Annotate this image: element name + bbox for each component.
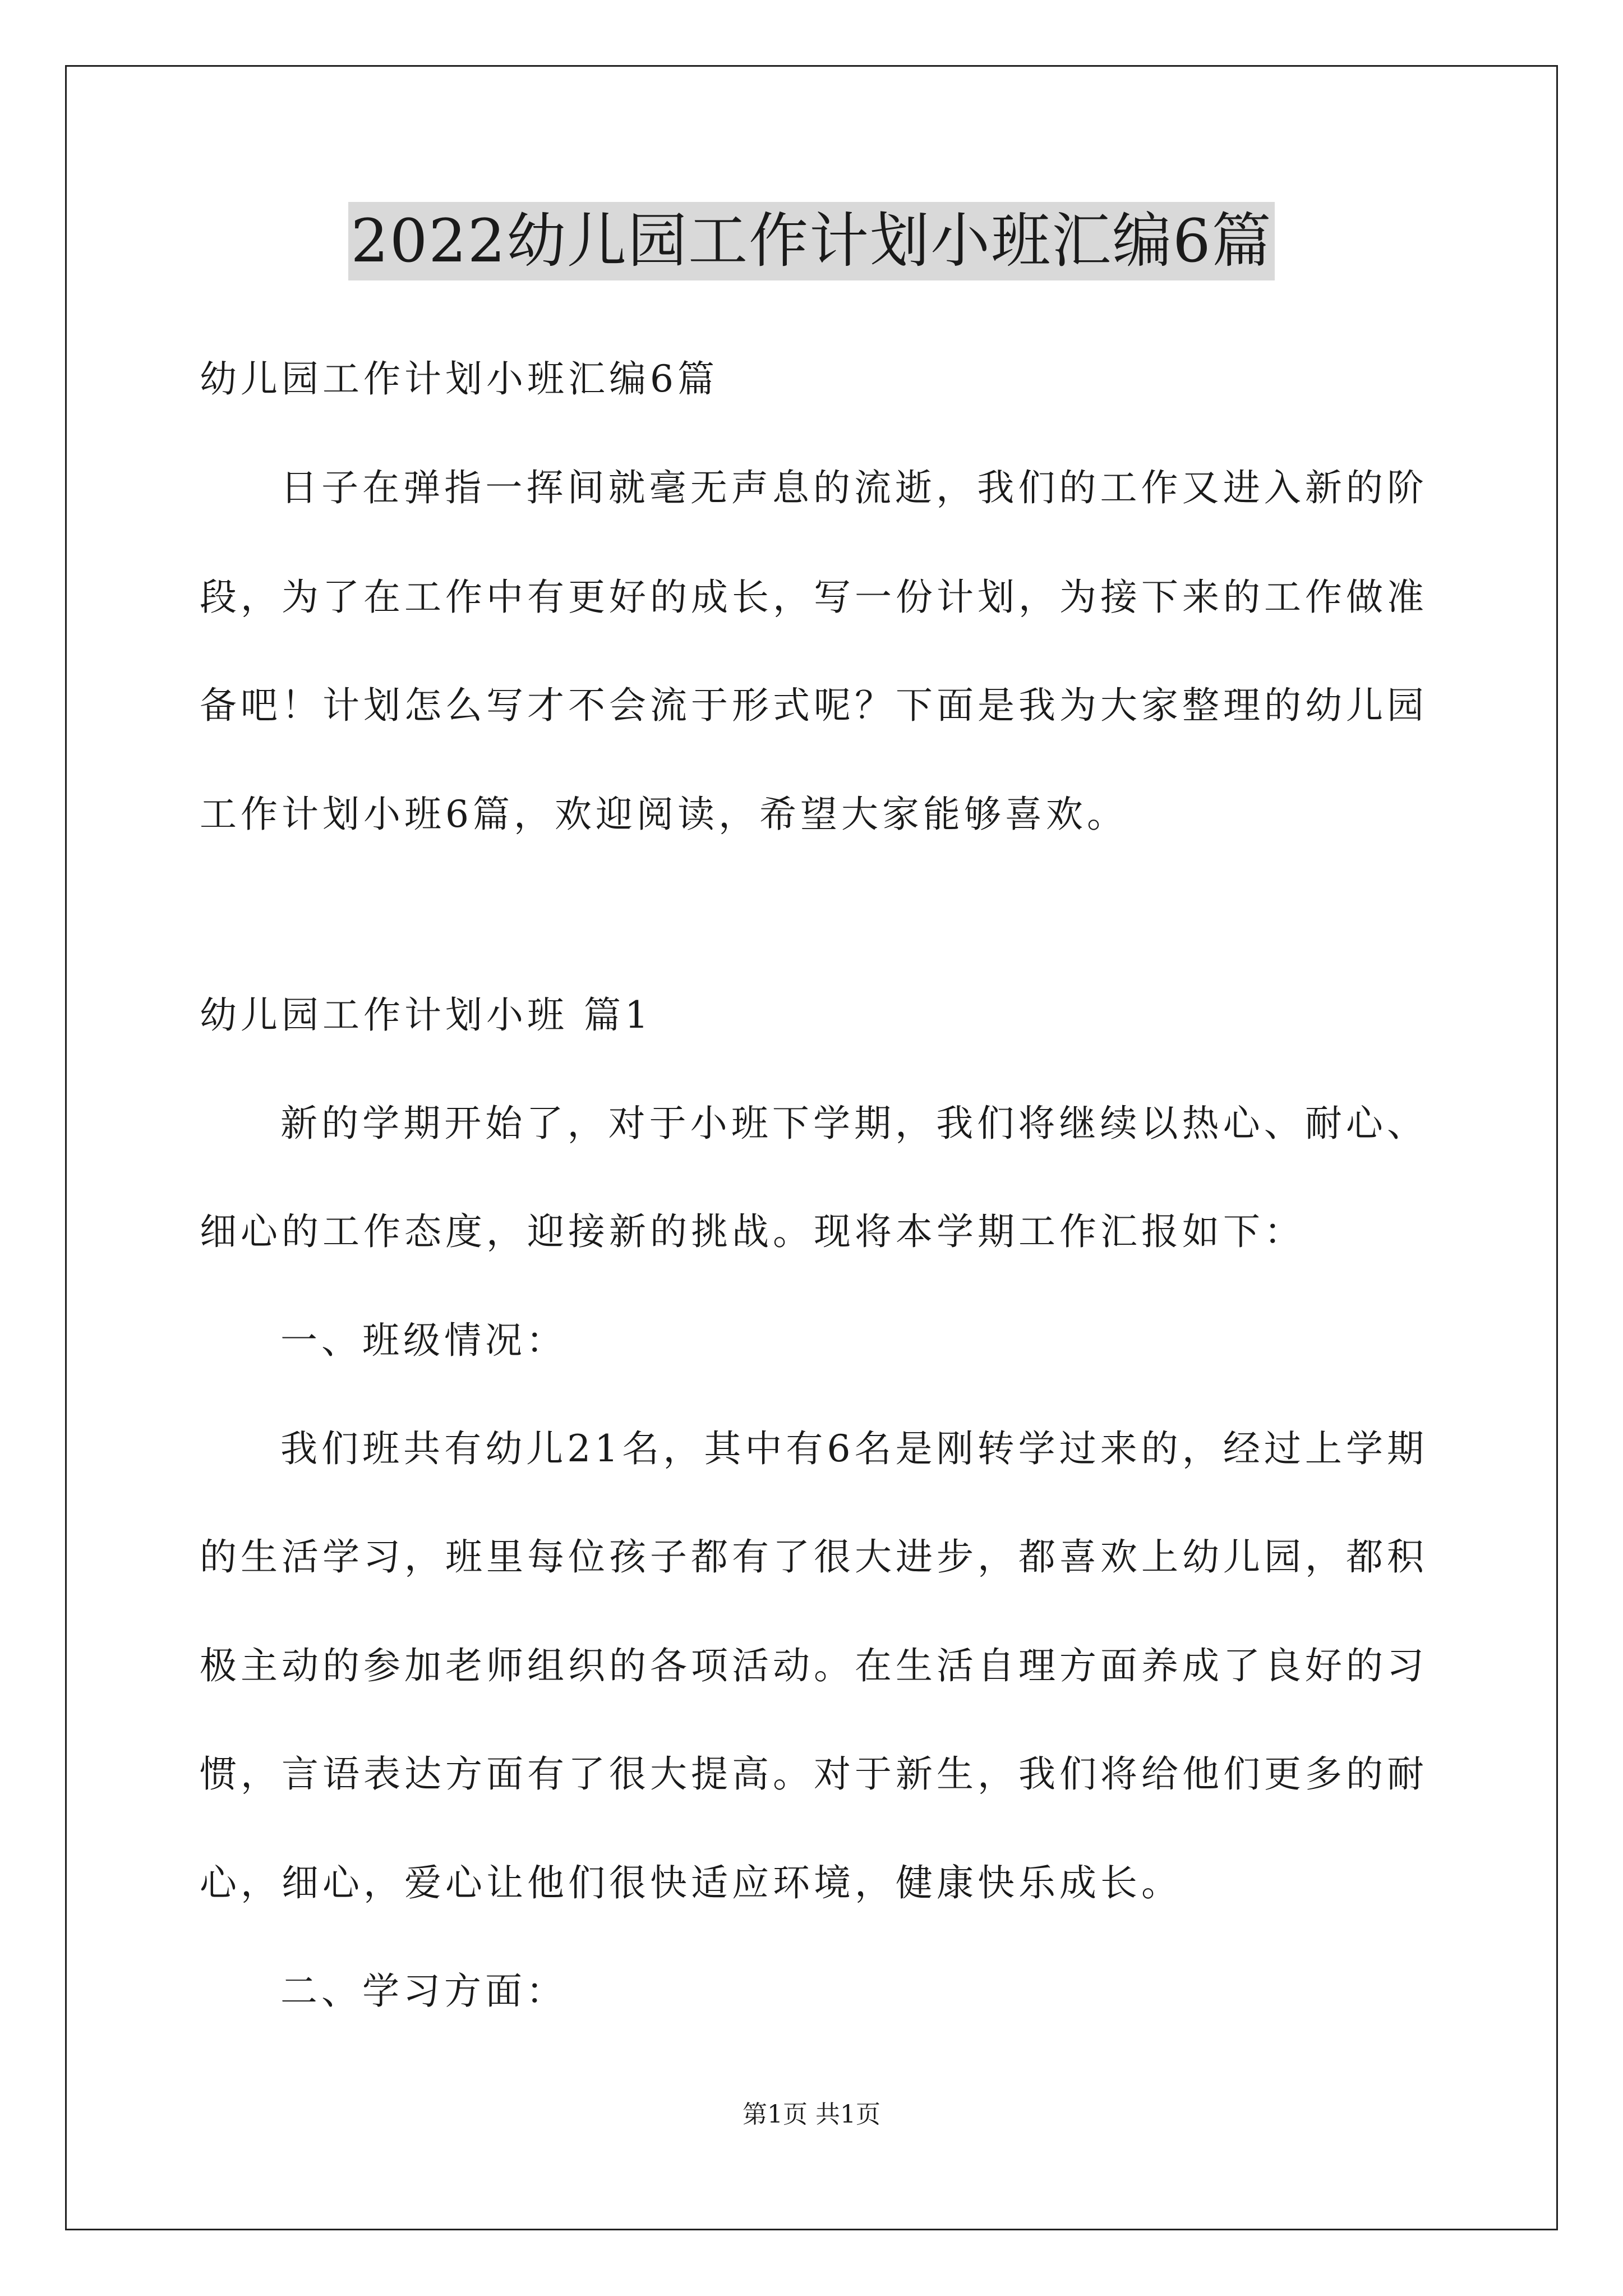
section-para-line-1: 新的学期开始了，对于小班下学期，我们将继续以热心、耐心、	[280, 1102, 1428, 1145]
intro-line-3: 备吧！计划怎么写才不会流于形式呢？下面是我为大家整理的幼儿园	[200, 684, 1428, 727]
item1-line-5: 心，细心，爱心让他们很快适应环境，健康快乐成长。	[200, 1861, 1182, 1904]
item1-heading: 一、班级情况：	[280, 1319, 567, 1362]
section-para-line-2: 细心的工作态度，迎接新的挑战。现将本学期工作汇报如下：	[200, 1210, 1305, 1253]
document-title: 2022幼儿园工作计划小班汇编6篇	[348, 202, 1274, 280]
item1-line-3: 极主动的参加老师组织的各项活动。在生活自理方面养成了良好的习	[200, 1644, 1428, 1687]
item1-line-1: 我们班共有幼儿21名，其中有6名是刚转学过来的，经过上学期	[280, 1427, 1428, 1470]
item1-line-2: 的生活学习，班里每位孩子都有了很大进步，都喜欢上幼儿园，都积	[200, 1535, 1428, 1579]
intro-line-1: 日子在弹指一挥间就毫无声息的流逝，我们的工作又进入新的阶	[280, 466, 1428, 509]
item1-line-4: 惯，言语表达方面有了很大提高。对于新生，我们将给他们更多的耐	[200, 1752, 1428, 1796]
title-container	[0, 202, 1623, 280]
document-subtitle: 幼儿园工作计划小班汇编6篇	[200, 357, 718, 401]
item2-heading: 二、学习方面：	[280, 1970, 567, 2013]
page-number-footer: 第1页 共1页	[743, 2100, 880, 2129]
section-heading: 幼儿园工作计划小班 篇1	[200, 993, 652, 1037]
intro-line-2: 段，为了在工作中有更好的成长，写一份计划，为接下来的工作做准	[200, 576, 1428, 619]
intro-line-4: 工作计划小班6篇，欢迎阅读，希望大家能够喜欢。	[200, 793, 1128, 836]
